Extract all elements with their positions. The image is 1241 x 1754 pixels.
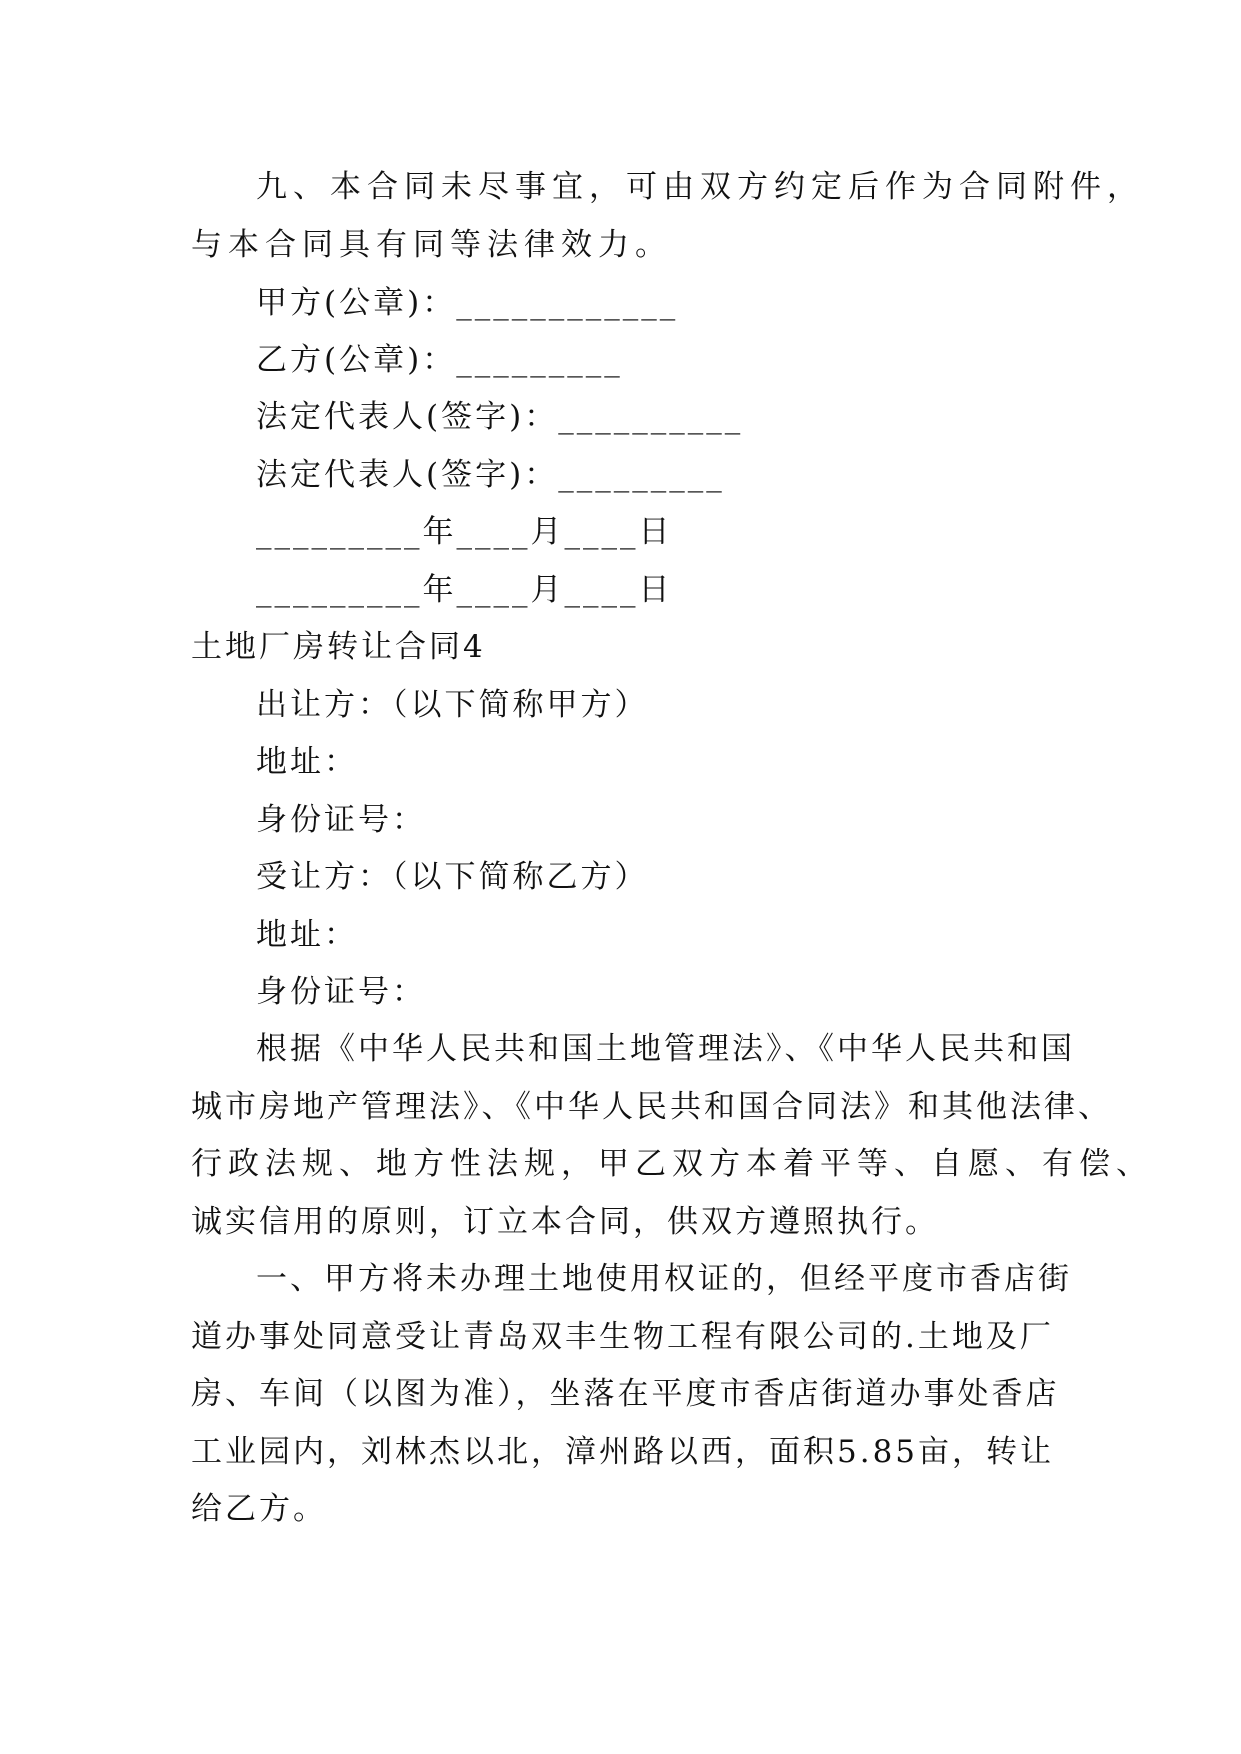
date-line-2: _________年____月____日 [256,572,673,608]
clause-1-line-4: 工业园内，刘林杰以北，漳州路以西，面积5.85亩，转让 [191,1434,1055,1470]
clause-9-line-1: 九、本合同未尽事宜，可由双方约定后作为合同附件， [256,169,1144,205]
preamble-line-3: 行政法规、地方性法规，甲乙双方本着平等、自愿、有偿、 [191,1146,1153,1182]
preamble-line-2: 城市房地产管理法》、《中华人民共和国合同法》和其他法律、 [191,1089,1112,1125]
party-a-seal-line: 甲方(公章)：____________ [256,285,679,321]
transferee-line: 受让方：（以下简称乙方） [256,859,649,895]
contract-title: 土地厂房转让合同4 [191,629,486,665]
party-b-seal-line: 乙方(公章)：_________ [256,342,623,378]
transferee-address-line: 地址： [256,917,358,953]
legal-rep-signature-line-2: 法定代表人(签字)：_________ [256,457,725,493]
clause-1-line-1: 一、甲方将未办理土地使用权证的，但经平度市香店街 [256,1261,1072,1297]
clause-1-line-3: 房、车间（以图为准），坐落在平度市香店街道办事处香店 [191,1376,1060,1412]
transferee-id-line: 身份证号： [256,974,426,1010]
clause-9-line-2: 与本合同具有同等法律效力。 [191,227,672,263]
transferor-address-line: 地址： [256,744,358,780]
transferor-line: 出让方：（以下简称甲方） [256,687,649,723]
clause-1-line-2: 道办事处同意受让青岛双丰生物工程有限公司的.土地及厂 [191,1319,1054,1355]
legal-rep-signature-line-1: 法定代表人(签字)：__________ [256,399,744,435]
preamble-line-4: 诚实信用的原则，订立本合同，供双方遵照执行。 [191,1204,939,1240]
transferor-id-line: 身份证号： [256,802,426,838]
clause-1-line-5: 给乙方。 [191,1491,327,1527]
preamble-line-1: 根据《中华人民共和国土地管理法》、《中华人民共和国 [256,1031,1075,1067]
date-line-1: _________年____月____日 [256,514,673,550]
